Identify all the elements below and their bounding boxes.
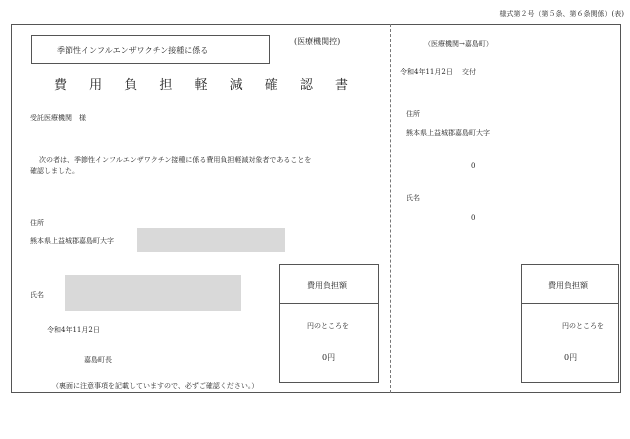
right-address-value: 熊本県上益城郡嘉島町大字 bbox=[406, 129, 490, 137]
perforation-line bbox=[390, 24, 391, 393]
cost-box-left bbox=[279, 264, 379, 383]
cost-text-right: 円のところを bbox=[562, 322, 604, 330]
address-value: 熊本県上益城郡嘉島町大字 bbox=[30, 237, 114, 245]
right-address-label: 住所 bbox=[406, 110, 420, 118]
mayor-label: 嘉島町長 bbox=[84, 356, 112, 364]
issue-date: 令和4年11月2日 bbox=[47, 326, 100, 334]
right-name-label: 氏名 bbox=[406, 194, 420, 202]
body-line-1: 次の者は、季節性インフルエンザワクチン接種に係る費用負担軽減対象者であることを bbox=[39, 156, 312, 164]
body-line-2: 確認しました。 bbox=[30, 167, 79, 175]
cost-header-left: 費用負担額 bbox=[307, 281, 347, 290]
issued-date: 令和4年11月2日 交付 bbox=[400, 68, 477, 76]
copy-label: (医療機関控) bbox=[294, 37, 341, 46]
cost-amount-right: 0円 bbox=[564, 353, 578, 362]
address-label: 住所 bbox=[30, 219, 44, 227]
right-name-zero: 0 bbox=[471, 214, 476, 222]
recipient: 受託医療機関 様 bbox=[30, 114, 86, 122]
document-title: 費 用 負 担 軽 減 確 認 書 bbox=[54, 78, 358, 93]
cost-text-left: 円のところを bbox=[307, 322, 349, 330]
address-redaction bbox=[137, 228, 285, 252]
name-label: 氏名 bbox=[30, 291, 44, 299]
cost-header-right: 費用負担額 bbox=[548, 281, 588, 290]
cost-amount-left: 0円 bbox=[322, 353, 336, 362]
cost-box-right bbox=[521, 264, 619, 383]
vaccine-header-box bbox=[31, 35, 270, 64]
direction-label: （医療機関→嘉島町） bbox=[424, 40, 493, 48]
vaccine-header-text: 季節性インフルエンザワクチン接種に係る bbox=[57, 46, 209, 55]
footer-note: （裏面に注意事項を記載していますので、必ずご確認ください。） bbox=[52, 382, 259, 390]
form-number: 様式第２号（第５条、第６条関係）(表) bbox=[499, 10, 624, 18]
right-address-zero: 0 bbox=[471, 162, 476, 170]
name-redaction bbox=[65, 275, 241, 311]
